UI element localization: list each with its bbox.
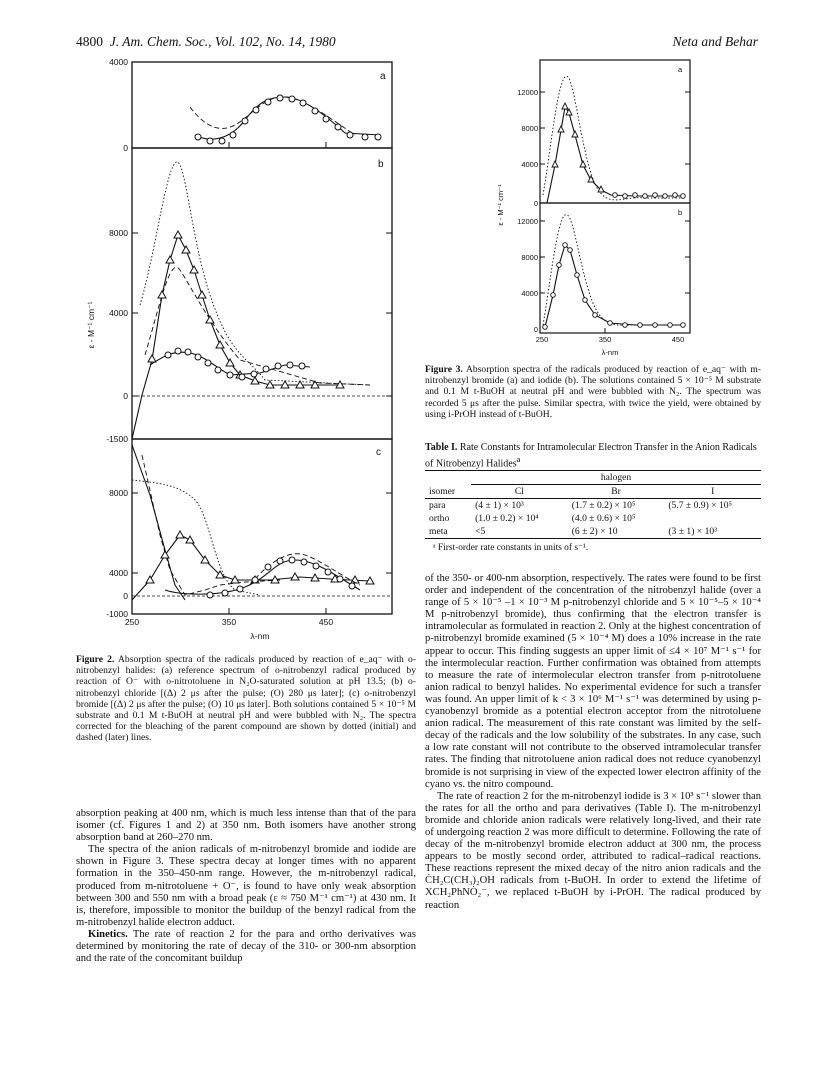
paragraph: of the 350- or 400-nm absorption, respectively. The rates were found to be first order and independent of the concentration of the nitrobenzyl halide (over a range of 5 × 10⁻⁵ –1 × 10⁻³ M p-nitrobenzyl chloride and 5 × 10⁻⁵–5 × 10⁻⁴ M p-nitrobenzyl bromide), thus confirming that the electron transfer is intramolecular as formulated in reaction 2. Only at the highest concentration of p-nitrobenzyl bromide examined (5 × 10⁻⁴ M) does a 10% increase in the rate appear to occur. This finding suggests an upper limit of ≤4 × 10⁷ M⁻¹ s⁻¹ for the intermolecular reaction. Further confirmation was obtained from attempts to measure the rate of intermolecular electron transfer from p-nitrotoluene anion radical to benzyl halides. No experimental evidence for such a transfer was found. An upper limit of k < 3 × 10⁶ M⁻¹ s⁻¹ was determined by using p-cyanobenzyl bromide as a potential electron acceptor from the nitrotoluene anion radical. The measurement of this rate constant was limited by the self-decay of the radicals and the low solubility of the substrates. In any case, such a low rate constant will not contribute to the observed intramolecular transfer rates. The finding that nitrotoluene anion radical does not reduce cyanobenzyl bromide is not surprising in view of the expected lower electron affinity of the cyano vs. the nitro compound. <box>425 573 761 790</box>
fig3-xtick-350: 350 <box>598 335 612 344</box>
table-cell: (4 ± 1) × 10³ <box>475 500 524 511</box>
figure-2-caption <box>76 654 416 744</box>
fig2-a-ytick-4000: 4000 <box>109 57 128 67</box>
table-1-col-isomer: isomer <box>429 485 456 497</box>
table-cell: (1.7 ± 0.2) × 10⁵ <box>571 500 636 511</box>
fig2-c-ytick-4000: 4000 <box>109 568 128 578</box>
paragraph: absorption peaking at 400 nm, which is much less intense than that of the para isomer (cf. Figures 1 and 2) at 350 nm. Both isomers have another strong absorption band at 260–270 nm. <box>76 808 416 844</box>
fig2-b-ytick-4000: 4000 <box>109 308 128 318</box>
figure-2-caption-label: Figure 2. <box>76 654 115 665</box>
table-1-note-marker: a <box>516 454 521 464</box>
table-1-title: Table I. <box>425 442 458 453</box>
kinetics-heading: Kinetics. <box>88 928 128 940</box>
fig3-b-ytick-8000: 8000 <box>521 253 538 262</box>
fig3-b-ytick-12000: 12000 <box>517 217 538 226</box>
table-1-col-i: I <box>711 486 715 497</box>
table-1-col-br: Br <box>611 486 621 497</box>
paragraph: The spectra of the anion radicals of m-nitrobenzyl bromide and iodide are shown in Figure 3. These spectra decay at longer times with no apparent formation in the 350–450-nm range. However, the m-nitrobenzyl radical, produced from m-nitrotoluene + O⁻, is found to have only weak absorption between 300 and 550 nm with a broad peak (ε ≈ 750 M⁻¹ cm⁻¹) at 430 nm. It is, therefore, impossible to monitor the buildup of the benzyl radical from the m-nitrobenzyl halide electron adduct. <box>76 844 416 928</box>
table-1-caption <box>425 442 761 469</box>
table-row <box>425 512 761 525</box>
fig2-xtick-450: 450 <box>318 617 334 627</box>
fig3-panel-a-label: a <box>678 65 683 74</box>
panel-b-frame <box>132 148 392 439</box>
paragraph: The rate of reaction 2 for the m-nitrobenzyl iodide is 3 × 10³ s⁻¹ slower than the rates for all the ortho and para derivatives (Table I). The m-nitrobenzyl bromide and chloride anion radicals were relatively long-lived, and their rate of undergoing reaction 2 was more difficult to determine. Following the rate of decay of the m-nitrobenzyl bromide electron adduct at 300 nm, the process appears to be mostly second order, attributed to radical–radical reactions. These reactions represent the mixed decay of the nitro anion radicals and the ĊH₂C(CH₃)₂OH radicals from t-BuOH. In order to extend the lifetime of XCH₂PhNȮ₂⁻, we replaced t-BuOH by i-PrOH. The radical produced by reaction <box>425 790 761 911</box>
table-cell: (1.0 ± 0.2) × 10⁴ <box>475 513 539 524</box>
fig3-panel-b-markers <box>543 243 686 330</box>
table-cell: para <box>429 500 446 511</box>
figure-2-caption-text: Absorption spectra of the radicals produced by reaction of e_aq⁻ with o-nitrobenzyl halides: (a) reference spectrum of o-nitrobenzyl radical produced by reaction of O⁻ with o-nitrotoluene in N₂O-saturated solution at pH 13.5; (b) o-nitrobenzyl chloride [(Δ) 2 μs after the pulse; (O) 280 μs later]; (c) o-nitrobenzyl bromide [(Δ) 2 μs after the pulse; (O) 10 μs later]. Both solutions contained 5 × 10⁻⁵ M substrate and 0.1 M t-BuOH at neutral pH and were bubbled with N₂. The spectra corrected for the bleaching of the parent compound are shown by dotted (initial) and dashed (later) lines. <box>76 654 416 744</box>
fig2-xtick-250: 250 <box>124 617 140 627</box>
kinetics-text: The rate of reaction 2 for the para and ortho derivatives was determined by monitoring the rate of decay of the 310- or 300-nm absorption and the rate of the concomitant buildup <box>76 928 416 965</box>
table-cell <box>664 512 761 525</box>
fig2-x-axis-label: λ-nm <box>250 631 270 641</box>
table-row <box>425 525 761 539</box>
table-1 <box>425 470 761 553</box>
table-1-footnote: ᵃ First-order rate constants in units of s⁻¹. <box>433 543 589 553</box>
table-row <box>425 499 761 513</box>
table-cell: (3 ± 1) × 10³ <box>668 526 718 537</box>
fig3-xtick-250: 250 <box>535 335 549 344</box>
fig3-x-axis-label: λ-nm <box>601 348 619 357</box>
figure-3 <box>485 55 710 365</box>
fig3-panel-a-markers <box>552 103 685 198</box>
left-column-text <box>76 808 416 965</box>
right-column-text <box>425 573 761 912</box>
fig2-xtick-350: 350 <box>221 617 237 627</box>
table-1-col-cl: Cl <box>514 486 524 497</box>
fig3-y-axis-label: ε - M⁻¹ cm⁻¹ <box>496 184 505 226</box>
fig2-b-ytick-8000: 8000 <box>109 228 128 238</box>
fig3-panel-b-label: b <box>678 208 683 217</box>
table-cell: <5 <box>475 526 486 537</box>
table-cell: meta <box>429 526 448 537</box>
fig3-panel-b-frame <box>540 203 690 333</box>
kinetics-paragraph <box>76 929 416 965</box>
fig2-c-ytick-8000: 8000 <box>109 488 128 498</box>
table-cell: (6 ± 2) × 10 <box>571 526 618 537</box>
fig3-a-ytick-0: 0 <box>533 199 538 208</box>
fig3-b-ytick-0: 0 <box>533 325 538 334</box>
fig2-panel-c-label: c <box>376 447 381 458</box>
table-cell: ortho <box>429 513 450 524</box>
table-1-caption-text: Rate Constants for Intramolecular Electron Transfer in the Anion Radicals of Nitrobenzyl Halides <box>425 442 757 469</box>
fig2-a-ytick-0: 0 <box>123 143 128 153</box>
authors-header: Neta and Behar <box>672 34 758 49</box>
fig3-xtick-450: 450 <box>671 335 685 344</box>
fig2-panel-a-label: a <box>380 71 386 82</box>
fig3-a-ytick-12000: 12000 <box>517 88 538 97</box>
panel-b-triangle-markers <box>148 231 344 388</box>
table-1-group-header: halogen <box>471 471 761 485</box>
fig2-b-ytick-neg1500: -1500 <box>106 434 128 444</box>
figure-3-caption-label: Figure 3. <box>425 364 463 375</box>
fig3-b-ytick-4000: 4000 <box>521 289 538 298</box>
figure-3-caption <box>425 364 761 420</box>
figure-2 <box>70 55 415 650</box>
figure-3-caption-text: Absorption spectra of the radicals produced by reaction of e_aq⁻ with m-nitrobenzyl bromide (a) and iodide (b). The solutions contained 5 × 10⁻⁵ M substrate and 0.1 M t-BuOH at neutral pH and were bubbled with N₂. The spectrum was recorded 5 μs after the pulse. Similar spectra, with twice the yield, were obtained by using i-PrOH instead of t-BuOH. <box>425 364 761 420</box>
running-header <box>76 34 336 50</box>
fig2-c-ytick-neg1000: -1000 <box>106 609 128 619</box>
table-cell: (4.0 ± 0.6) × 10⁵ <box>571 513 636 524</box>
fig3-a-ytick-8000: 8000 <box>521 124 538 133</box>
table-cell: (5.7 ± 0.9) × 10⁵ <box>668 500 732 511</box>
fig2-b-ytick-0: 0 <box>123 391 128 401</box>
fig2-panel-b-label: b <box>378 159 384 170</box>
fig3-a-ytick-4000: 4000 <box>521 160 538 169</box>
journal-citation: J. Am. Chem. Soc., Vol. 102, No. 14, 1980 <box>109 34 336 49</box>
page-number: 4800 <box>76 34 103 49</box>
fig2-y-axis-label: ε - M⁻¹ cm⁻¹ <box>86 301 96 349</box>
fig2-c-ytick-0: 0 <box>123 591 128 601</box>
